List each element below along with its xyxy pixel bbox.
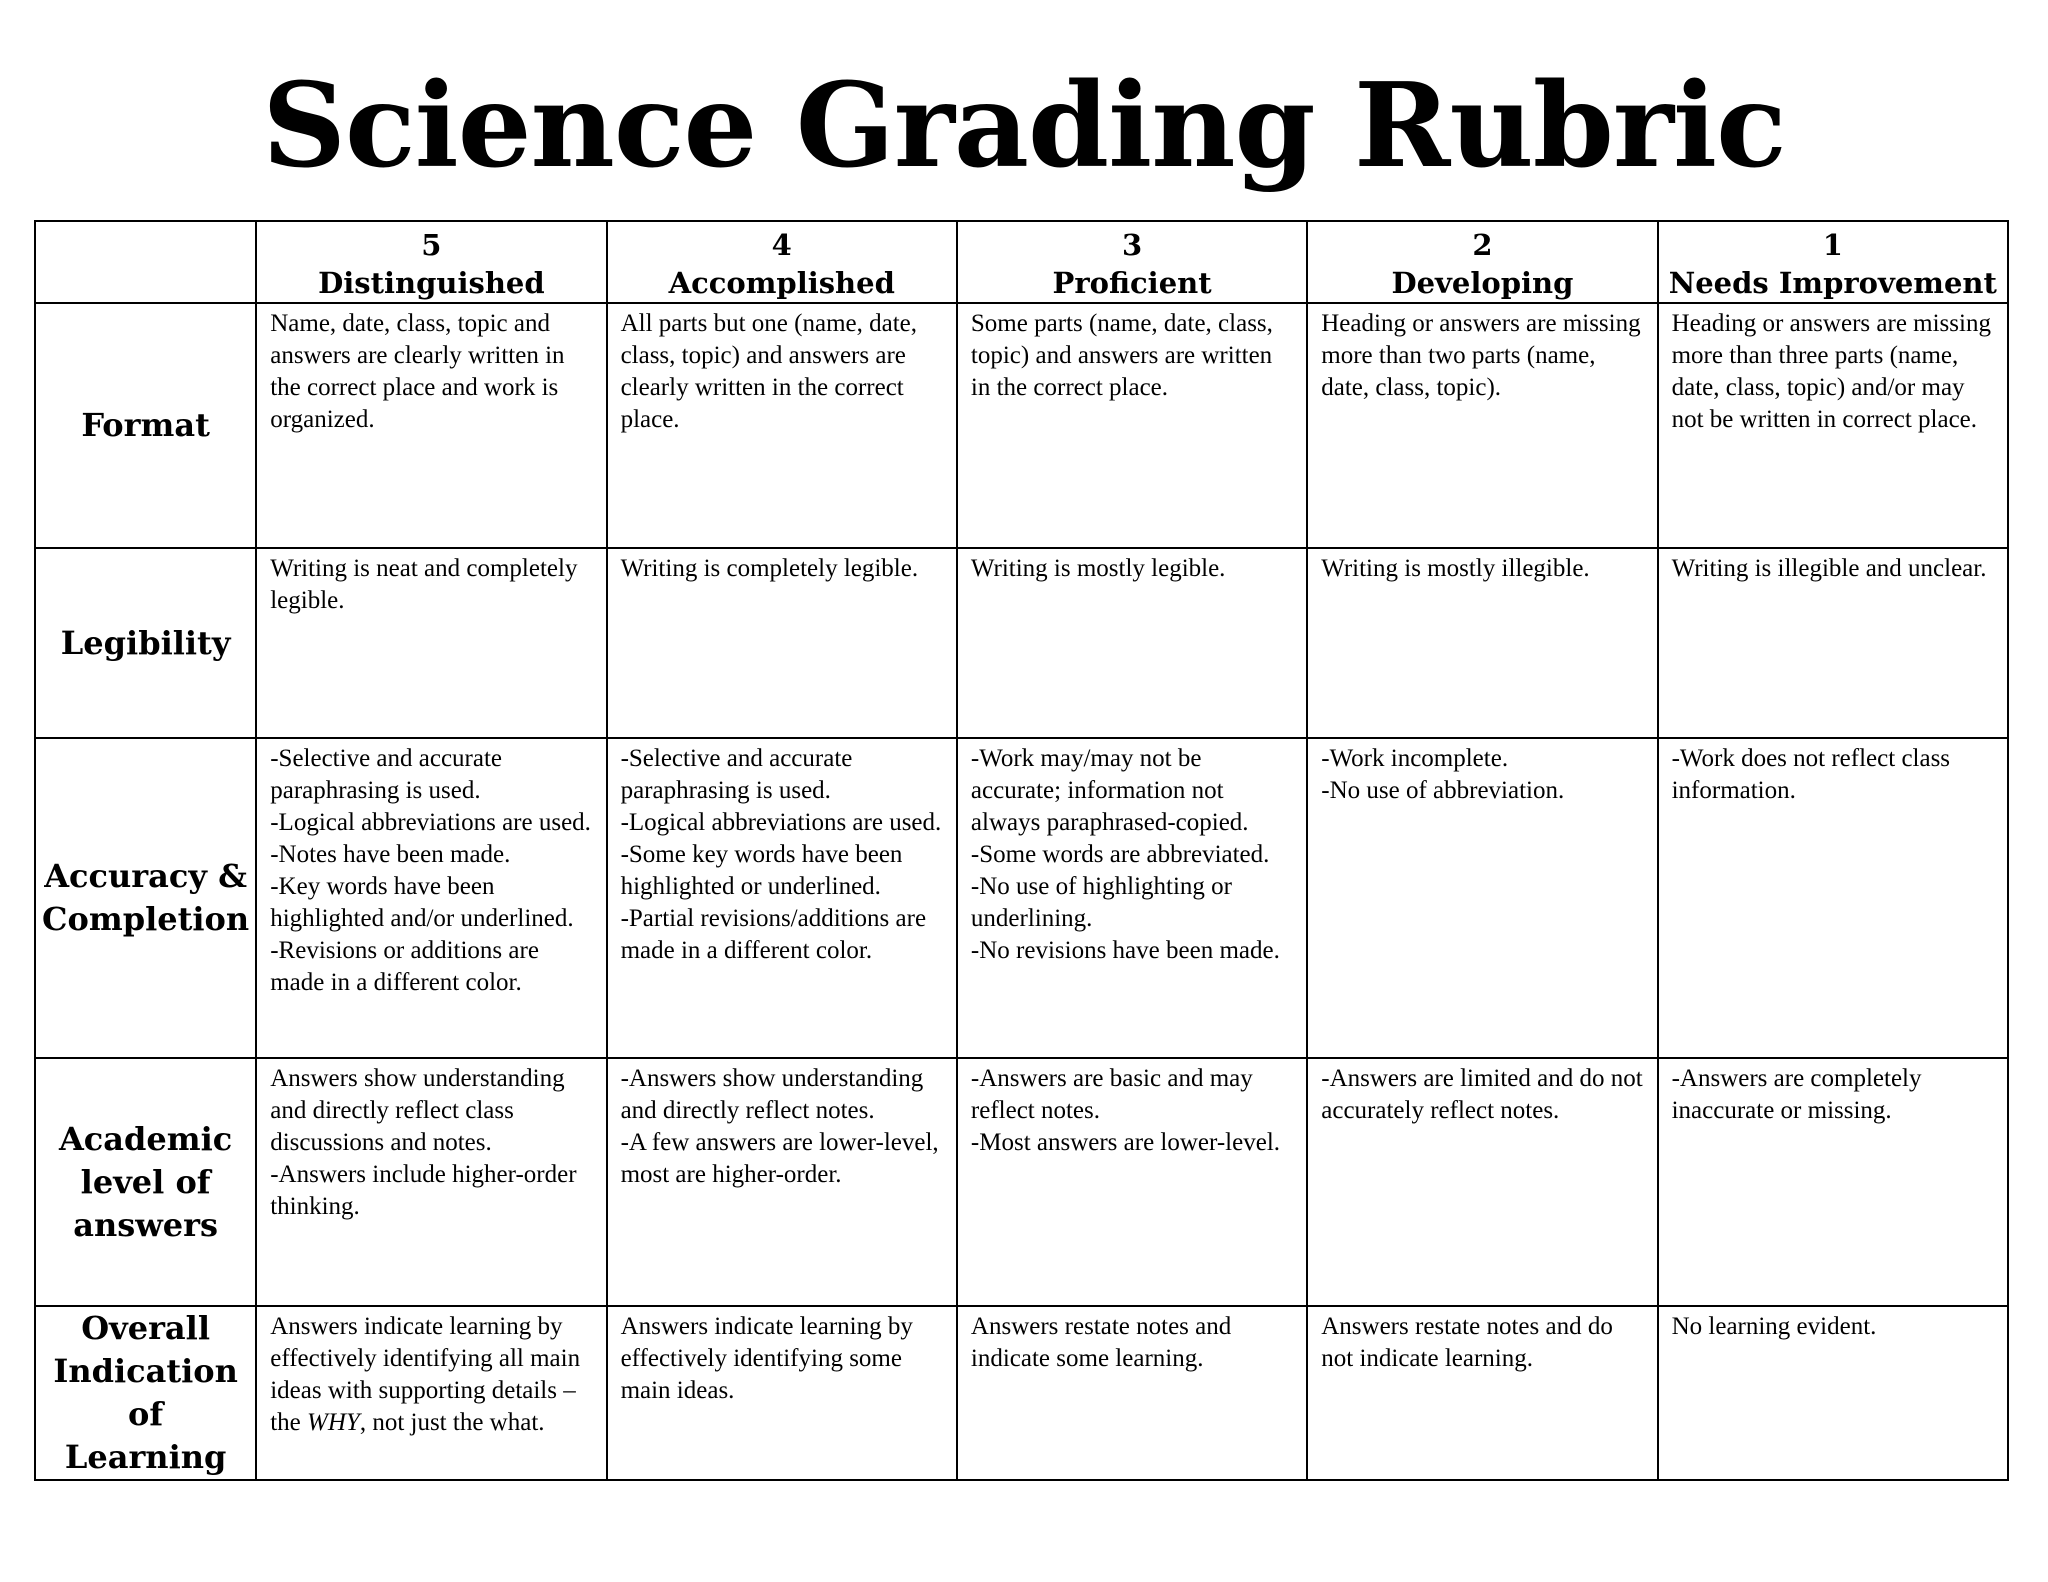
- rubric-row-legibility: [35, 548, 2008, 738]
- rubric-row-academic-level: [35, 1058, 2008, 1306]
- level-header-3: [957, 221, 1307, 303]
- rubric-row-format: [35, 303, 2008, 548]
- rubric-cell: Name, date, class, topic and answers are clearly written in the correct place and work is organized.: [256, 303, 606, 548]
- level-header-5: [256, 221, 606, 303]
- rubric-cell: Writing is completely legible.: [607, 548, 957, 738]
- rubric-row-overall-learning: [35, 1306, 2008, 1480]
- level-name: Proficient: [1052, 266, 1212, 300]
- level-score: 1: [1822, 228, 1843, 262]
- level-name: Needs Improvement: [1668, 266, 1997, 300]
- rubric-cell: -Answers are limited and do not accurately reflect notes.: [1307, 1058, 1657, 1306]
- cell-emphasis: WHY: [307, 1409, 360, 1436]
- rubric-cell: -Work may/may not be accurate; information not always paraphrased-copied. -Some words are abbreviated. -No use of highlighting or underlining. -No revisions have been made.: [957, 738, 1307, 1058]
- cell-text-tail: , not just the what.: [359, 1409, 545, 1436]
- level-score: 4: [771, 228, 792, 262]
- rubric-table: [34, 220, 2009, 1481]
- rubric-cell: Answers restate notes and indicate some learning.: [957, 1306, 1307, 1480]
- row-label: Accuracy & Completion: [35, 738, 256, 1058]
- corner-cell: [35, 221, 256, 303]
- level-name: Developing: [1391, 266, 1574, 300]
- level-score: 5: [421, 228, 442, 262]
- cell-text: Answers indicate learning by effectively identifying all main ideas with supporting details – the: [270, 1313, 581, 1436]
- row-label: Format: [35, 303, 256, 548]
- page-title: Science Grading Rubric: [262, 58, 1786, 194]
- rubric-cell: [256, 1306, 606, 1480]
- rubric-row-accuracy-completion: [35, 738, 2008, 1058]
- rubric-cell: No learning evident.: [1658, 1306, 2008, 1480]
- level-header-4: [607, 221, 957, 303]
- rubric-cell: Writing is neat and completely legible.: [256, 548, 606, 738]
- rubric-cell: -Work incomplete. -No use of abbreviation.: [1307, 738, 1657, 1058]
- rubric-cell: -Answers are completely inaccurate or missing.: [1658, 1058, 2008, 1306]
- row-label: Academic level of answers: [35, 1058, 256, 1306]
- level-name: Accomplished: [668, 266, 895, 300]
- rubric-cell: Heading or answers are missing more than two parts (name, date, class, topic).: [1307, 303, 1657, 548]
- rubric-cell: Some parts (name, date, class, topic) and answers are written in the correct place.: [957, 303, 1307, 548]
- level-score: 3: [1121, 228, 1143, 262]
- rubric-cell: Writing is mostly illegible.: [1307, 548, 1657, 738]
- rubric-cell: All parts but one (name, date, class, topic) and answers are clearly written in the correct place.: [607, 303, 957, 548]
- header-row: [35, 221, 2008, 303]
- row-label: Overall Indication of Learning: [35, 1306, 256, 1480]
- rubric-cell: Writing is illegible and unclear.: [1658, 548, 2008, 738]
- rubric-cell: Heading or answers are missing more than three parts (name, date, class, topic) and/or may not be written in correct place.: [1658, 303, 2008, 548]
- rubric-cell: -Work does not reflect class information.: [1658, 738, 2008, 1058]
- level-header-1: [1658, 221, 2008, 303]
- level-name: Distinguished: [318, 266, 545, 300]
- level-header-2: [1307, 221, 1657, 303]
- rubric-cell: -Selective and accurate paraphrasing is used. -Logical abbreviations are used. -Some key words have been highlighted or underlined. -Partial revisions/additions are made in a different color.: [607, 738, 957, 1058]
- rubric-cell: Writing is mostly legible.: [957, 548, 1307, 738]
- rubric-cell: Answers restate notes and do not indicate learning.: [1307, 1306, 1657, 1480]
- rubric-cell: Answers show understanding and directly reflect class discussions and notes. -Answers include higher-order thinking.: [256, 1058, 606, 1306]
- rubric-cell: -Answers show understanding and directly reflect notes. -A few answers are lower-level, most are higher-order.: [607, 1058, 957, 1306]
- rubric-cell: -Selective and accurate paraphrasing is used. -Logical abbreviations are used. -Notes have been made. -Key words have been highlighted and/or underlined. -Revisions or additions are made in a different color.: [256, 738, 606, 1058]
- row-label: Legibility: [35, 548, 256, 738]
- rubric-cell: -Answers are basic and may reflect notes. -Most answers are lower-level.: [957, 1058, 1307, 1306]
- rubric-cell: Answers indicate learning by effectively identifying some main ideas.: [607, 1306, 957, 1480]
- level-score: 2: [1472, 228, 1493, 262]
